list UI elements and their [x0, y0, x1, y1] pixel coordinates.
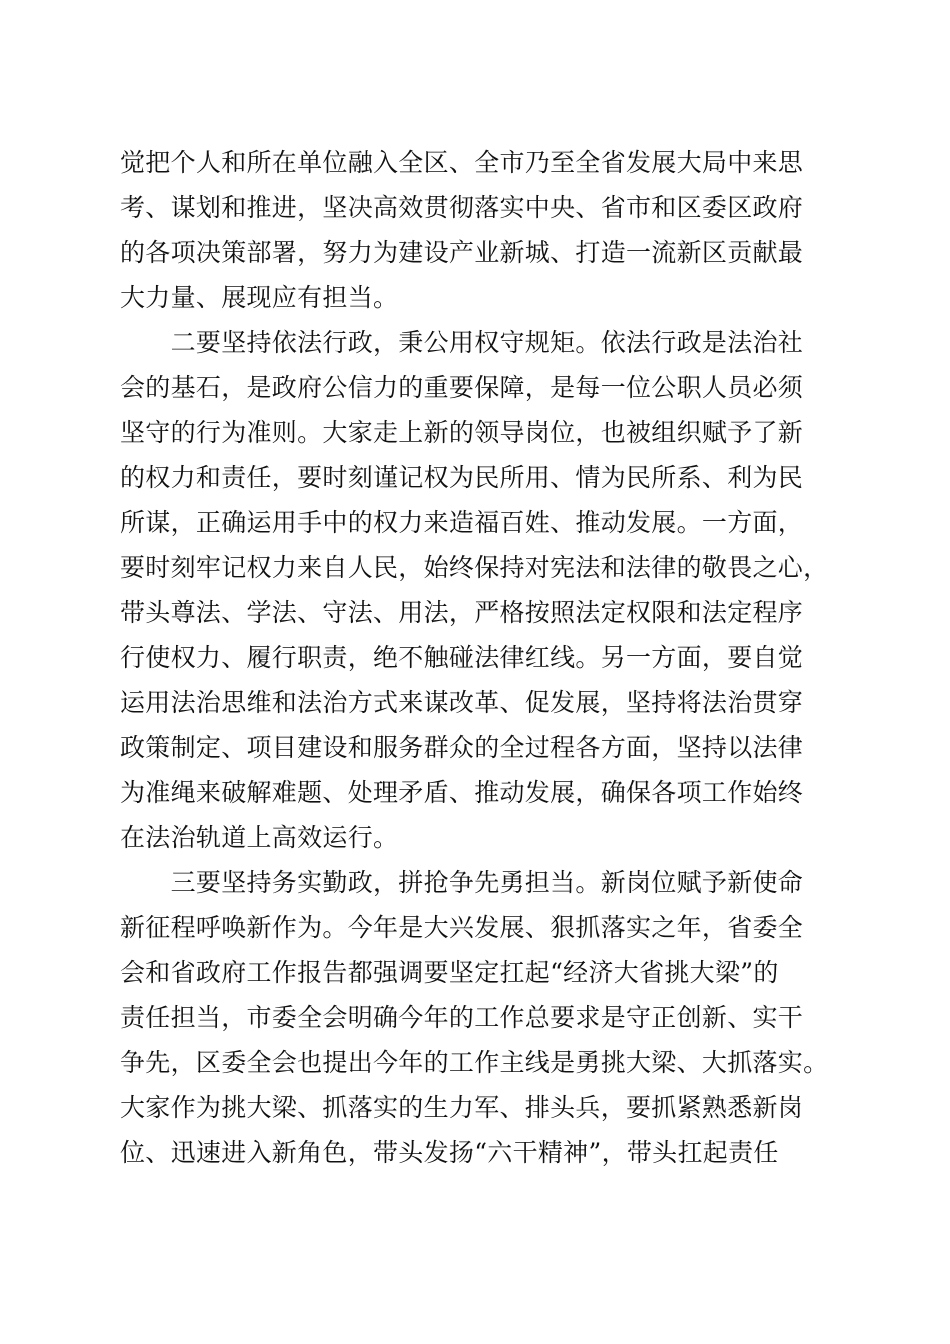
text-line: 的权力和责任，要时刻谨记权为民所用、情为民所系、利为民: [120, 463, 804, 492]
text-line: 所谋，正确运用手中的权力来造福百姓、推动发展。一方面，: [120, 508, 804, 537]
text-line: 带头尊法、学法、守法、用法，严格按照法定权限和法定程序: [120, 598, 804, 627]
text-line: 为准绳来破解难题、处理矛盾、推动发展，确保各项工作始终: [120, 778, 804, 807]
text-line: 新征程呼唤新作为。今年是大兴发展、狠抓落实之年，省委全: [120, 913, 804, 942]
text-line: 考、谋划和推进，坚决高效贯彻落实中央、省市和区委区政府: [120, 193, 804, 222]
text-line: 行使权力、履行职责，绝不触碰法律红线。另一方面，要自觉: [120, 643, 804, 672]
text-line: 政策制定、项目建设和服务群众的全过程各方面，坚持以法律: [120, 733, 804, 762]
text-line: 运用法治思维和法治方式来谋改革、促发展，坚持将法治贯穿: [120, 688, 804, 717]
text-line: 大家作为挑大梁、抓落实的生力军、排头兵，要抓紧熟悉新岗: [120, 1093, 804, 1122]
text-line: 觉把个人和所在单位融入全区、全市乃至全省发展大局中来思: [120, 148, 804, 177]
text-line: 会和省政府工作报告都强调要坚定扛起“经济大省挑大梁”的: [120, 958, 779, 987]
text-line: 坚守的行为准则。大家走上新的领导岗位，也被组织赋予了新: [120, 418, 804, 447]
text-line: 的各项决策部署，努力为建设产业新城、打造一流新区贡献最: [120, 238, 804, 267]
text-line: 争先，区委全会也提出今年的工作主线是勇挑大梁、大抓落实。: [120, 1048, 829, 1077]
text-line: 位、迅速进入新角色，带头发扬“六干精神”，带头扛起责任: [120, 1138, 779, 1167]
paragraph-3-start: 三要坚持务实勤政，拼抢争先勇担当。新岗位赋予新使命: [120, 868, 804, 897]
document-body: [120, 140, 840, 1175]
text-line: 在法治轨道上高效运行。: [120, 823, 399, 852]
text-line: 会的基石，是政府公信力的重要保障，是每一位公职人员必须: [120, 373, 804, 402]
text-line: 大力量、展现应有担当。: [120, 283, 399, 312]
text-line: 责任担当，市委全会明确今年的工作总要求是守正创新、实干: [120, 1003, 804, 1032]
text-line: 要时刻牢记权力来自人民，始终保持对宪法和法律的敬畏之心，: [120, 553, 829, 582]
paragraph-2-start: 二要坚持依法行政，秉公用权守规矩。依法行政是法治社: [120, 328, 804, 357]
